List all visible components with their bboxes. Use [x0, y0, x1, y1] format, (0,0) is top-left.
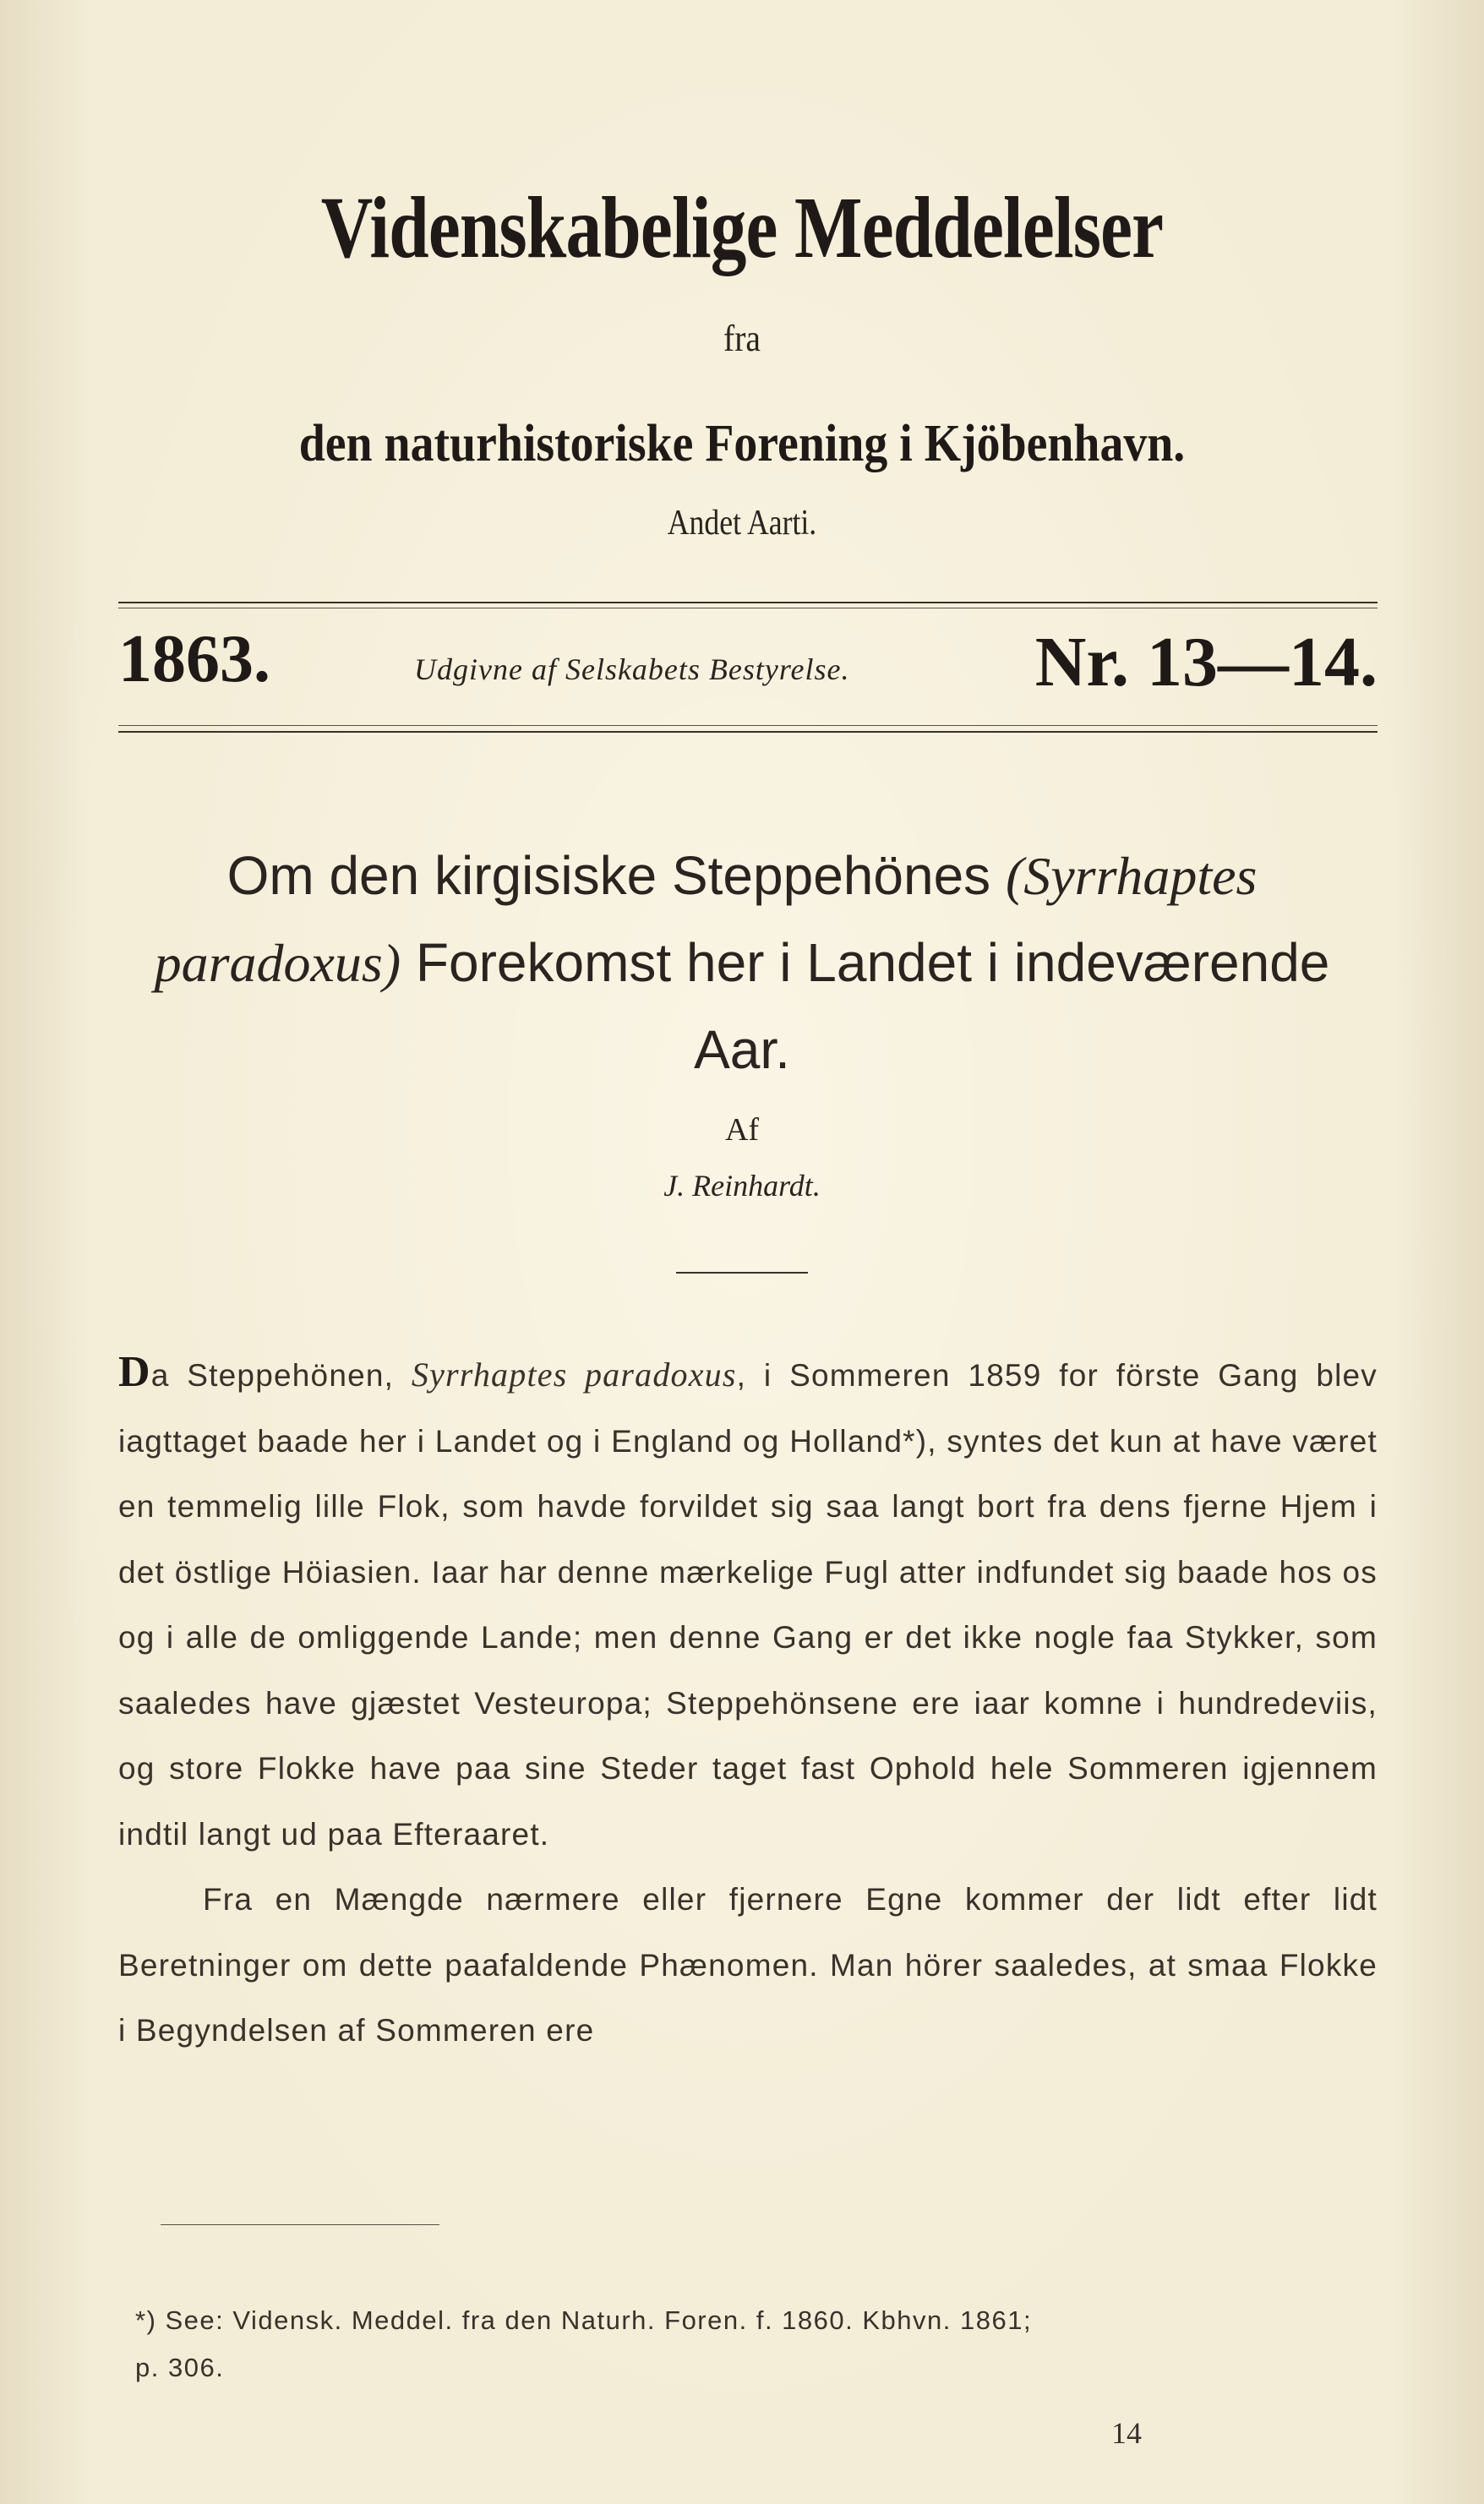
article-title [135, 832, 1349, 1093]
masthead [118, 621, 1378, 714]
article-title-species: (Syrrhaptes paradoxus) [154, 846, 1258, 993]
issue-number: Nr. 13—14. [1034, 623, 1378, 701]
drop-cap: D [118, 1348, 151, 1396]
masthead-rule-top [118, 602, 1378, 603]
article-author: J. Reinhardt. [663, 1169, 821, 1203]
journal-title: Videnskabelige Meddelelser [320, 179, 1164, 276]
masthead-rule-bottom-thin [118, 725, 1378, 726]
footnote-rule [161, 2224, 439, 2225]
publisher-line: Udgivne af Selskabets Bestyrelse. [414, 652, 850, 686]
masthead-rule-bottom [118, 731, 1378, 733]
issue-year: 1863. [118, 622, 270, 696]
paragraph-1-start: a Steppehönen, [150, 1358, 412, 1393]
society-name: den naturhistoriske Forening i Kjöbenhavn. [298, 415, 1186, 472]
paragraph-1 [118, 1339, 1378, 1867]
article-by: Af [724, 1112, 760, 1148]
footnote [135, 2297, 1378, 2392]
body-text [118, 1339, 1378, 2064]
article-title-part2: Forekomst her i Landet i indeværende Aar. [415, 932, 1330, 1080]
footnote-line-2: p. 306. [135, 2353, 225, 2382]
journal-from: fra [723, 318, 761, 359]
paragraph-1-rest: , i Sommeren 1859 for förste Gang blev iagttaget baade her i Landet og i England og Holland*), syntes det kun at have været en temmelig lille Flok, som havde forvildet sig saa langt bort fra dens fjerne Hjem i det östlige Höiasien. Iaar har denne mærkelige Fugl atter indfundet sig baade hos os og i alle de omliggende Lande; men denne Gang er det ikke nogle faa Stykker, som saaledes have gjæstet Vesteuropa; Steppehönsene ere iaar komne i hundredeviis, og store Flokke have paa sine Steder taget fast Ophold hele Sommeren igjennem indtil langt ud paa Efteraaret. [118, 1358, 1378, 1852]
article-title-part1: Om den kirgisiske Steppehönes [226, 845, 991, 906]
author-divider [676, 1272, 808, 1274]
species-name: Syrrhaptes paradoxus [411, 1356, 737, 1394]
signature-mark: 14 [1111, 2416, 1142, 2450]
volume-label: Andet Aarti. [667, 504, 817, 543]
paragraph-2: Fra en Mængde nærmere eller fjernere Egne kommer der lidt efter lidt Beretninger om dette paafaldende Phænomen. Man hörer saaledes, at smaa Flokke i Begyndelsen af Sommeren ere [118, 1882, 1378, 2048]
footnote-line-1: *) See: Vidensk. Meddel. fra den Naturh. Foren. f. 1860. Kbhvn. 1861; [135, 2305, 1033, 2335]
